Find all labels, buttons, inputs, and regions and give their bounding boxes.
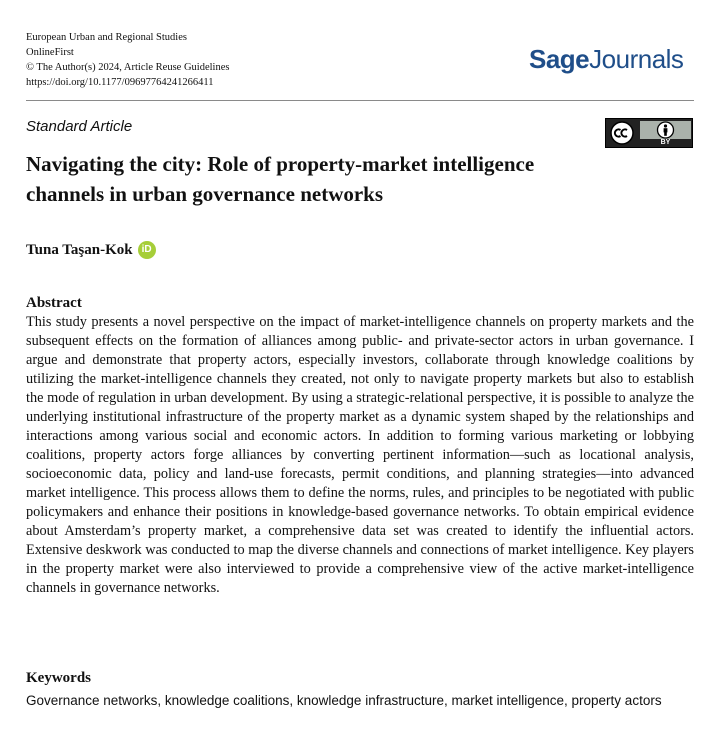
logo-bold-text: Sage — [529, 44, 590, 74]
creative-commons-icon — [606, 119, 640, 147]
doi-link[interactable]: https://doi.org/10.1177/09697764241266411 — [26, 77, 214, 88]
orcid-icon[interactable]: iD — [138, 241, 156, 259]
edition-label: OnlineFirst — [26, 47, 74, 58]
attribution-area — [640, 121, 691, 139]
article-title: Navigating the city: Role of property-market intelligence channels in urban governance networks — [26, 152, 535, 206]
abstract-text: This study presents a novel perspective on the impact of market-intelligence channels on property markets and the subsequent effects on the formation of alliances among public- and private-sector actors in urban governance. I argue and demonstrate that property actors, especially investors, collaborate through knowledge coalitions by utilizing the market-intelligence channels they created, not only to navigate property markets but also to establish the mode of regulation in urban development. By using a strategic-relational perspective, it is possible to analyze the underlying institutional infrastructure of the property market as a dynamic system shaped by the relationships and interactions among various social and economic actors. In addition to forming various marketing or lobbying coalitions, property actors forge alliances by converting pertinent information—such as locational analysis, socioeconomic data, policy and land-use forecasts, permit conditions, and planning strategies—into advanced market intelligence. This process allows them to define the norms, rules, and principles to be negotiated with public policymakers and enhance their positions in knowledge-based governance networks. To obtain empirical evidence about Amsterdam’s property market, a comprehensive data set was created to identify the influential actors. Extensive deskwork was conducted to map the diverse channels and connections of market intelligence. Key players in the property market were also interviewed to provide a comprehensive view of the active market-intelligence channels in governance networks. — [26, 314, 694, 596]
sage-journals-logo[interactable] — [529, 44, 683, 75]
author-name[interactable]: Tuna Taşan-Kok — [26, 241, 133, 258]
keywords-text: Governance networks, knowledge coalitions, knowledge infrastructure, market intelligence, property actors — [26, 693, 662, 708]
cc-by-license-badge[interactable] — [605, 118, 693, 148]
keywords-heading: Keywords — [26, 670, 91, 686]
attribution-person-icon — [640, 121, 691, 139]
journal-meta — [26, 30, 229, 90]
header-divider — [26, 100, 694, 101]
author-line — [26, 241, 156, 259]
logo-light-text: Journals — [589, 44, 684, 74]
abstract-heading: Abstract — [26, 295, 82, 311]
journal-name: European Urban and Regional Studies — [26, 32, 187, 43]
by-label: BY — [660, 139, 671, 146]
article-type: Standard Article — [26, 118, 133, 135]
copyright-line[interactable]: © The Author(s) 2024, Article Reuse Guidelines — [26, 62, 230, 73]
